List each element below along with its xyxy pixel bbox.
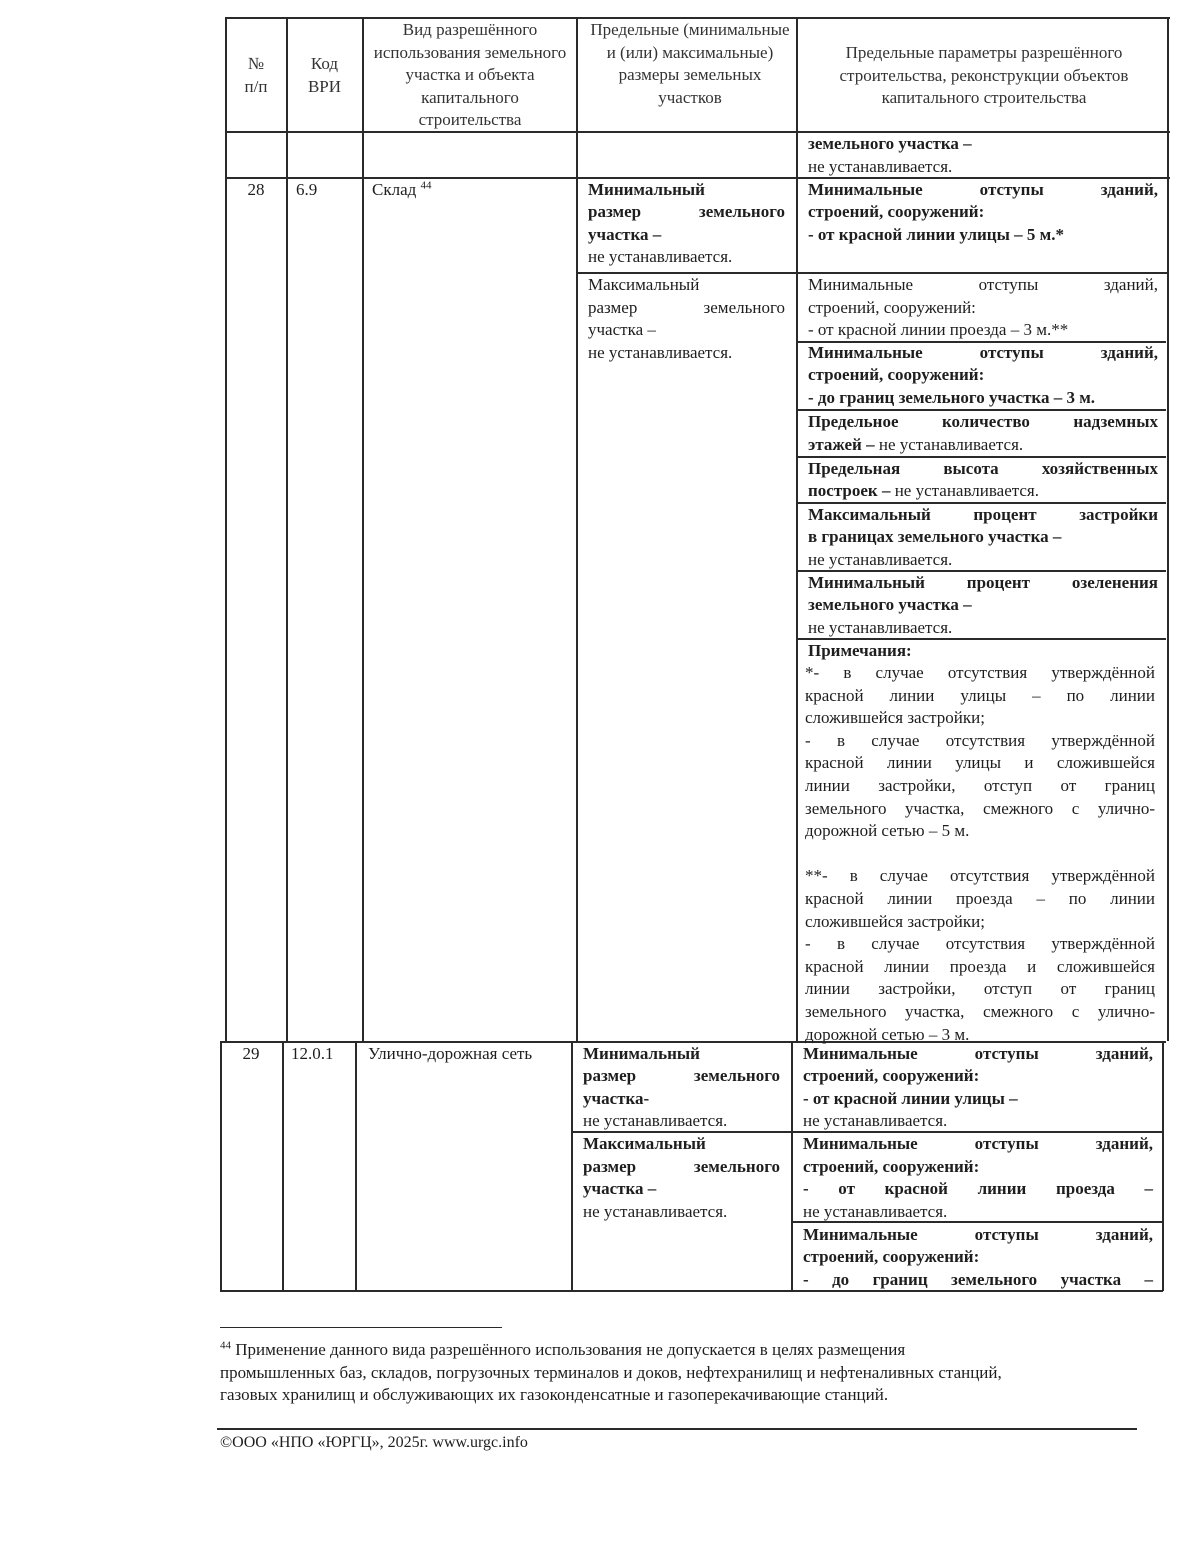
r29-min-plain: не устанавливается. <box>583 1111 728 1130</box>
p2-l3: - от красной линии проезда – 3 м.** <box>808 320 1069 339</box>
p1-l1: Минимальные отступы зданий, <box>808 180 1158 199</box>
note-line: красной линии проезда и сложившейся <box>805 956 1155 976</box>
row28-number: 28 <box>247 180 265 199</box>
header-code: Код ВРИ <box>307 54 342 96</box>
note-line: линии застройки, отступ от границ <box>805 979 1155 999</box>
p4-l1: Предельное количество надземных <box>808 412 1158 431</box>
p4-l2b: этажей – <box>808 435 875 454</box>
p6-l2: в границах земельного участка – <box>808 527 1062 546</box>
row28-max-l2a: размер <box>588 298 638 317</box>
note-line: сложившейся застройки; <box>805 708 985 728</box>
row28-max-l2b: земельного <box>703 298 785 317</box>
p3-l1: Минимальные отступы зданий, <box>808 343 1158 362</box>
q2-l3: - от красной линии проезда – <box>803 1179 1153 1198</box>
p5-l1: Предельная высота хозяйственных <box>808 459 1158 478</box>
header-use-type: Вид разрешённого использования земельного участка и объекта капитального строительства <box>373 20 567 130</box>
row28-min-plain: не устанавливается. <box>588 247 733 266</box>
note-line: - в случае отсутствия утверждённой <box>805 730 1155 750</box>
row28-max-l1: Максимальный <box>588 275 700 294</box>
p1-l3: - от красной линии улицы – 5 м.* <box>808 225 1064 244</box>
q1-l2: строений, сооружений: <box>803 1066 980 1085</box>
p3-l2: строений, сооружений: <box>808 365 985 384</box>
footnote-ref-44: 44 <box>420 179 432 192</box>
p7-l1: Минимальный процент озеленения <box>808 573 1158 592</box>
q2-l2: строений, сооружений: <box>803 1157 980 1176</box>
footnote-line-1: Применение данного вида разрешённого использования не допускается в целях размещения <box>235 1340 906 1359</box>
footnote-line-3: газовых хранилищ и обслуживающих их газоконденсатные и газоперекачивающие станций. <box>220 1385 889 1404</box>
note-line: *- в случае отсутствия утверждённой <box>805 663 1155 682</box>
footnote-number: 44 <box>220 1339 231 1352</box>
cont-bold: земельного участка – <box>808 134 972 153</box>
r29-max-l2a: размер <box>583 1157 637 1176</box>
r29-min-l3: участка- <box>583 1089 650 1108</box>
row28-min-l2a: размер <box>588 202 642 221</box>
r29-max-l1: Максимальный <box>583 1134 706 1153</box>
q1-l1: Минимальные отступы зданий, <box>803 1044 1153 1063</box>
p1-l2: строений, сооружений: <box>808 202 985 221</box>
q2-l1: Минимальные отступы зданий, <box>803 1134 1153 1153</box>
row28-use-name <box>372 179 432 202</box>
q3-l3: - до границ земельного участка – <box>803 1270 1153 1289</box>
row28-code: 6.9 <box>296 180 318 199</box>
r29-min-l2b: земельного <box>693 1066 780 1085</box>
p3-l3: - до границ земельного участка – 3 м. <box>808 388 1096 407</box>
row28-max-plain: не устанавливается. <box>588 343 733 362</box>
note-line: земельного участка, смежного с улично- <box>805 1002 1155 1021</box>
header-number: № п/п <box>244 54 268 96</box>
notes-title: Примечания: <box>808 641 912 660</box>
footer-rule <box>217 1428 1137 1430</box>
row29-code: 12.0.1 <box>291 1044 334 1063</box>
header-parameters: Предельные параметры разрешённого строительства, реконструкции объектов капитального строительства <box>839 43 1129 108</box>
q1-l3: - от красной линии улицы – <box>803 1089 1018 1108</box>
footnote-line-2: промышленных баз, складов, погрузочных терминалов и доков, нефтехранилищ и нефтеналивных станций, <box>220 1363 1002 1382</box>
header-plot-sizes: Предельные (минимальные и (или) максимальные) размеры земельных участков <box>590 20 790 107</box>
q3-l1: Минимальные отступы зданий, <box>803 1225 1153 1244</box>
row29-number: 29 <box>242 1044 260 1063</box>
note-line: сложившейся застройки; <box>805 911 985 931</box>
q2-l4: не устанавливается. <box>803 1202 948 1221</box>
footer-copyright: ©ООО «НПО «ЮРГЦ», 2025г. www.urgc.info <box>220 1434 528 1451</box>
p7-l3: не устанавливается. <box>808 618 953 637</box>
row28-min-l2b: земельного <box>698 202 785 221</box>
r29-max-l2b: земельного <box>693 1157 780 1176</box>
row28-min-l1: Минимальный <box>588 180 705 199</box>
note-line: земельного участка, смежного с улично- <box>805 798 1155 818</box>
p2-l1: Минимальные отступы зданий, <box>808 275 1158 294</box>
q1-l4: не устанавливается. <box>803 1111 948 1130</box>
r29-min-l1: Минимальный <box>583 1044 700 1063</box>
note-line: красной линии улицы и сложившейся <box>805 753 1155 773</box>
row28-name-text: Склад <box>372 180 417 199</box>
note-line: линии застройки, отступ от границ <box>805 776 1155 795</box>
row28-min-l3: участка – <box>588 225 662 244</box>
p6-l3: не устанавливается. <box>808 550 953 569</box>
p7-l2: земельного участка – <box>808 595 972 614</box>
p5-l2b: построек – <box>808 481 891 500</box>
r29-min-l2a: размер <box>583 1066 637 1085</box>
note-line: красной линии улицы – по линии <box>805 685 1155 705</box>
r29-max-plain: не устанавливается. <box>583 1202 728 1221</box>
note-line: - в случае отсутствия утверждённой <box>805 934 1155 954</box>
cont-plain: не устанавливается. <box>808 157 953 176</box>
p5-l2: не устанавливается. <box>890 481 1039 500</box>
q3-l2: строений, сооружений: <box>803 1247 980 1266</box>
note-line: дорожной сетью – 3 м. <box>805 1024 970 1044</box>
row29-use-name: Улично-дорожная сеть <box>368 1044 533 1063</box>
p2-l2: строений, сооружений: <box>808 298 976 317</box>
note-line: **- в случае отсутствия утверждённой <box>805 866 1155 886</box>
r29-max-l3: участка – <box>583 1179 657 1198</box>
p4-l2: не устанавливается. <box>874 435 1024 454</box>
p6-l1: Максимальный процент застройки <box>808 505 1158 524</box>
footnote-separator <box>220 1327 502 1328</box>
row28-max-l3: участка – <box>588 320 656 339</box>
note-line: красной линии проезда – по линии <box>805 889 1155 908</box>
note-line: дорожной сетью – 5 м. <box>805 821 970 841</box>
